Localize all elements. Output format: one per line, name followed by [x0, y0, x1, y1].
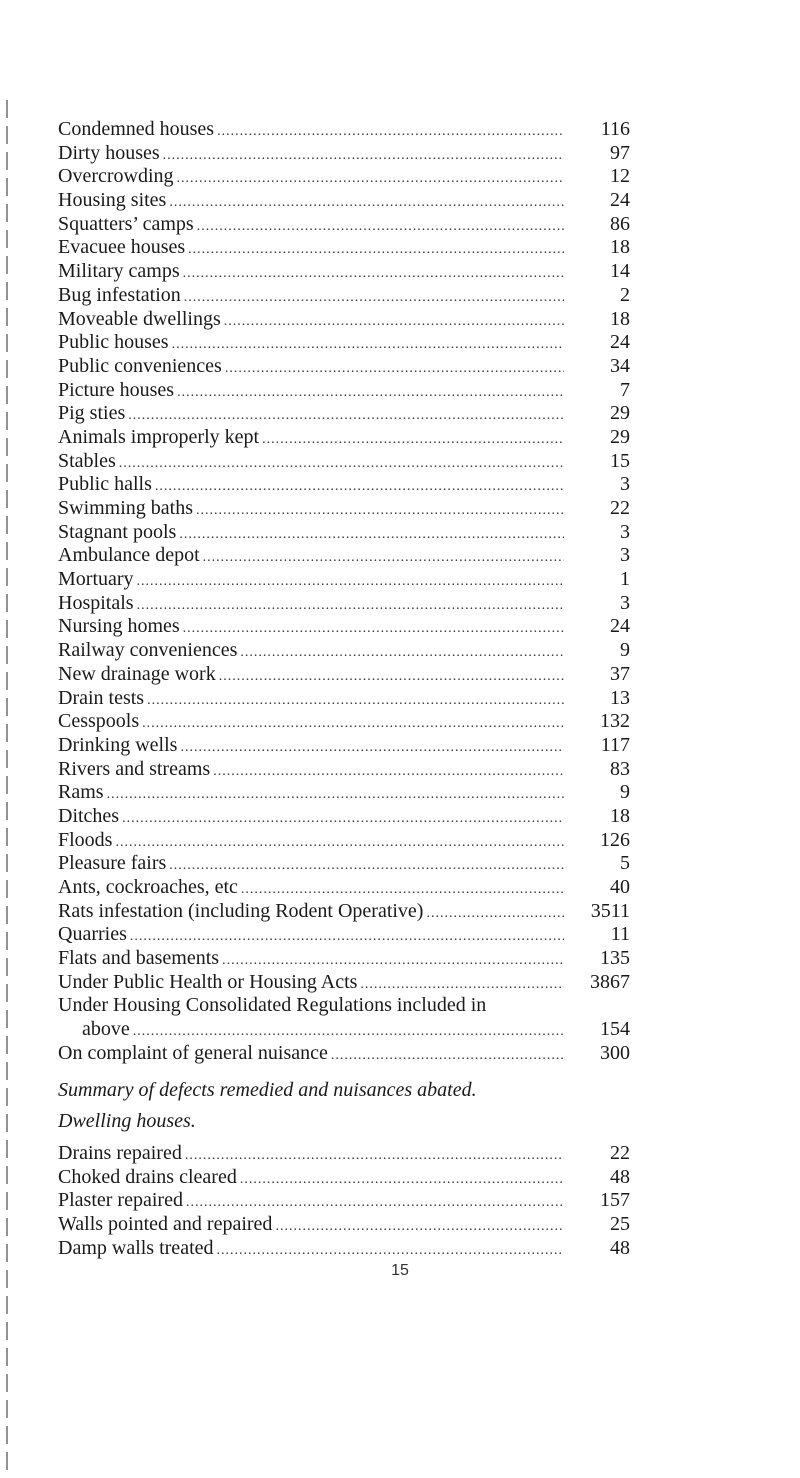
row-value: 14 — [610, 260, 630, 283]
leader-dots — [183, 617, 564, 641]
leader-dots — [240, 641, 564, 665]
section-gap — [58, 1102, 630, 1110]
row-label: Ambulance depot — [58, 544, 200, 567]
leader-dots — [155, 475, 564, 499]
list-row — [58, 947, 630, 971]
leader-dots — [130, 925, 564, 949]
list-row — [58, 1142, 630, 1166]
leader-dots — [115, 831, 564, 855]
row-label: Public conveniences — [58, 354, 222, 377]
summary-rows — [58, 1142, 630, 1260]
row-value: 29 — [610, 402, 630, 425]
leader-dots — [197, 215, 564, 239]
row-label: Pleasure fairs — [58, 852, 167, 875]
list-row — [58, 450, 630, 474]
row-label: Railway conveniences — [58, 639, 238, 662]
row-value: 97 — [610, 141, 630, 164]
list-row — [58, 663, 630, 687]
inspection-list — [58, 118, 630, 1260]
leader-dots — [225, 357, 564, 381]
row-value: 157 — [600, 1189, 630, 1212]
row-value: 24 — [610, 189, 630, 212]
leader-dots — [128, 404, 564, 428]
row-value: 3511 — [590, 899, 630, 922]
row-value: 18 — [610, 804, 630, 827]
row-value: 13 — [610, 686, 630, 709]
row-value: 24 — [610, 331, 630, 354]
row-value: 24 — [610, 615, 630, 638]
list-row — [58, 521, 630, 545]
summary-heading: Summary of defects remedied and nuisances abated. — [58, 1078, 477, 1101]
row-value: 300 — [600, 1041, 630, 1064]
row-label: New drainage work — [58, 662, 216, 685]
row-value: 15 — [610, 449, 630, 472]
row-label: Swimming baths — [58, 497, 194, 519]
list-row — [58, 213, 630, 237]
leader-dots — [177, 381, 564, 405]
row-label: Drinking wells — [58, 733, 178, 756]
row-label: Housing sites — [58, 189, 167, 212]
row-label: Damp walls treated — [58, 1236, 214, 1259]
row-value: 117 — [600, 733, 630, 756]
row-value: 132 — [600, 710, 630, 733]
row-value: 126 — [600, 828, 630, 851]
row-label: Public houses — [58, 331, 169, 354]
row-value: 3 — [620, 520, 630, 543]
row-label: Overcrowding — [58, 165, 174, 188]
leader-dots — [217, 120, 564, 144]
row-value: 48 — [610, 1165, 630, 1188]
housing-regs-line1: Under Housing Consolidated Regulations included in — [58, 994, 487, 1017]
row-label: Ditches — [58, 804, 120, 827]
row-value: 25 — [610, 1212, 630, 1235]
list-row — [58, 1237, 630, 1261]
leader-dots — [217, 1239, 565, 1263]
list-row — [58, 544, 630, 568]
leader-dots — [184, 286, 564, 310]
row-value: 12 — [610, 165, 630, 188]
row-value: 7 — [620, 378, 630, 401]
leader-dots — [147, 689, 564, 713]
leader-dots — [142, 712, 564, 736]
list-row — [58, 308, 630, 332]
list-row — [58, 379, 630, 403]
row-label: Drain tests — [58, 686, 145, 709]
row-label: Drains repaired — [58, 1141, 182, 1164]
row-label: Plaster repaired — [58, 1189, 183, 1212]
page-number: 15 — [391, 1262, 409, 1279]
row-label: Under Public Health or Housing Acts — [58, 970, 358, 993]
row-value: 37 — [610, 662, 630, 685]
leader-dots — [241, 878, 564, 902]
row-value: 3867 — [590, 970, 630, 993]
leader-dots — [137, 570, 564, 594]
list-row — [58, 876, 630, 900]
row-value: 3 — [620, 473, 630, 496]
row-label: Rivers and streams — [58, 757, 211, 780]
row-label: Condemned houses — [58, 118, 215, 140]
row-label: Cesspools — [58, 710, 140, 733]
leader-dots — [163, 144, 564, 168]
row-value: 22 — [610, 1141, 630, 1164]
row-value: 48 — [610, 1236, 630, 1259]
row-value: 86 — [610, 212, 630, 235]
list-row — [58, 615, 630, 639]
list-row — [58, 805, 630, 829]
leader-dots — [262, 428, 564, 452]
leader-dots — [107, 783, 564, 807]
row-value: 11 — [610, 923, 630, 946]
row-value: 18 — [610, 307, 630, 330]
row-label: On complaint of general nuisance — [58, 1041, 328, 1064]
leader-dots — [213, 760, 564, 784]
row-value: 40 — [610, 876, 630, 898]
list-row — [58, 473, 630, 497]
leader-dots — [119, 452, 564, 476]
dwelling-heading: Dwelling houses. — [58, 1110, 196, 1133]
leader-dots — [360, 973, 564, 997]
inspection-rows — [58, 118, 630, 994]
list-row — [58, 923, 630, 947]
list-row — [58, 1166, 630, 1190]
row-label: Walls pointed and repaired — [58, 1212, 273, 1235]
list-row — [58, 781, 630, 805]
list-row — [58, 710, 630, 734]
row-label: Mortuary — [58, 568, 134, 591]
leader-dots — [185, 1144, 564, 1168]
row-label: Rats infestation (including Rodent Operative) — [58, 899, 424, 922]
row-label: Quarries — [58, 923, 127, 946]
row-value: 3 — [620, 544, 630, 567]
list-row — [58, 734, 630, 758]
row-label: Rams — [58, 781, 104, 804]
list-row — [58, 1189, 630, 1213]
leader-dots — [137, 594, 564, 618]
leader-dots — [179, 523, 564, 547]
leader-dots — [224, 310, 564, 334]
row-value: 135 — [600, 947, 630, 970]
list-row — [58, 900, 630, 924]
row-value: 154 — [600, 1018, 630, 1041]
list-row — [58, 758, 630, 782]
row-label: Picture houses — [58, 378, 175, 401]
row-value: 9 — [620, 781, 630, 804]
row-label: Hospitals — [58, 591, 134, 614]
row-label: Squatters’ camps — [58, 212, 194, 235]
leader-dots — [177, 167, 564, 191]
leader-dots — [275, 1215, 564, 1239]
leader-dots — [186, 1191, 564, 1215]
list-row — [58, 165, 630, 189]
row-value: 3 — [620, 591, 630, 614]
row-label: Ants, cockroaches, etc — [58, 876, 238, 898]
row-label: Stagnant pools — [58, 520, 177, 543]
leader-dots — [188, 238, 564, 262]
row-label: Moveable dwellings — [58, 307, 221, 330]
row-label: above — [82, 1018, 130, 1041]
leader-dots — [196, 499, 564, 523]
row-label: Pig sties — [58, 402, 126, 425]
housing-regs-row — [58, 1018, 630, 1042]
row-label: Choked drains cleared — [58, 1165, 237, 1188]
list-row — [58, 260, 630, 284]
list-row — [58, 402, 630, 426]
leader-dots — [222, 949, 564, 973]
leader-dots — [240, 1168, 564, 1192]
leader-dots — [172, 333, 564, 357]
list-row — [58, 284, 630, 308]
list-row — [58, 971, 630, 995]
list-row — [58, 497, 630, 521]
leader-dots — [183, 262, 564, 286]
row-value: 2 — [620, 283, 630, 306]
section-gap — [58, 1134, 630, 1142]
row-value: 9 — [620, 639, 630, 662]
row-label: Public halls — [58, 473, 152, 496]
list-row — [58, 331, 630, 355]
list-row — [58, 142, 630, 166]
leader-dots — [180, 736, 564, 760]
row-value: 34 — [610, 354, 630, 377]
leader-dots — [219, 665, 564, 689]
row-label: Dirty houses — [58, 141, 160, 164]
leader-dots — [133, 1020, 564, 1044]
leader-dots — [331, 1044, 564, 1068]
row-label: Flats and basements — [58, 947, 220, 970]
row-label: Stables — [58, 449, 116, 472]
leader-dots — [122, 807, 564, 831]
list-row — [58, 118, 630, 142]
list-row — [58, 355, 630, 379]
row-value: 116 — [600, 118, 630, 140]
row-label: Bug infestation — [58, 283, 181, 306]
general-nuisance-row — [58, 1042, 630, 1066]
row-value: 18 — [610, 236, 630, 259]
row-value: 83 — [610, 757, 630, 780]
list-row — [58, 852, 630, 876]
list-row — [58, 189, 630, 213]
leader-dots — [426, 902, 564, 926]
leader-dots — [169, 191, 564, 215]
row-label: Nursing homes — [58, 615, 180, 638]
list-row — [58, 592, 630, 616]
row-label: Military camps — [58, 260, 180, 283]
row-value: 22 — [610, 497, 630, 519]
list-row — [58, 687, 630, 711]
list-row — [58, 426, 630, 450]
list-row — [58, 639, 630, 663]
row-value: 1 — [620, 568, 630, 591]
list-row — [58, 236, 630, 260]
row-value: 29 — [610, 425, 630, 448]
row-label: Evacuee houses — [58, 236, 186, 259]
row-label: Floods — [58, 828, 113, 851]
leader-dots — [169, 854, 564, 878]
row-value: 5 — [620, 852, 630, 875]
list-row — [58, 1213, 630, 1237]
leader-dots — [203, 546, 564, 570]
list-row — [58, 568, 630, 592]
row-label: Animals improperly kept — [58, 425, 260, 448]
list-row — [58, 829, 630, 853]
